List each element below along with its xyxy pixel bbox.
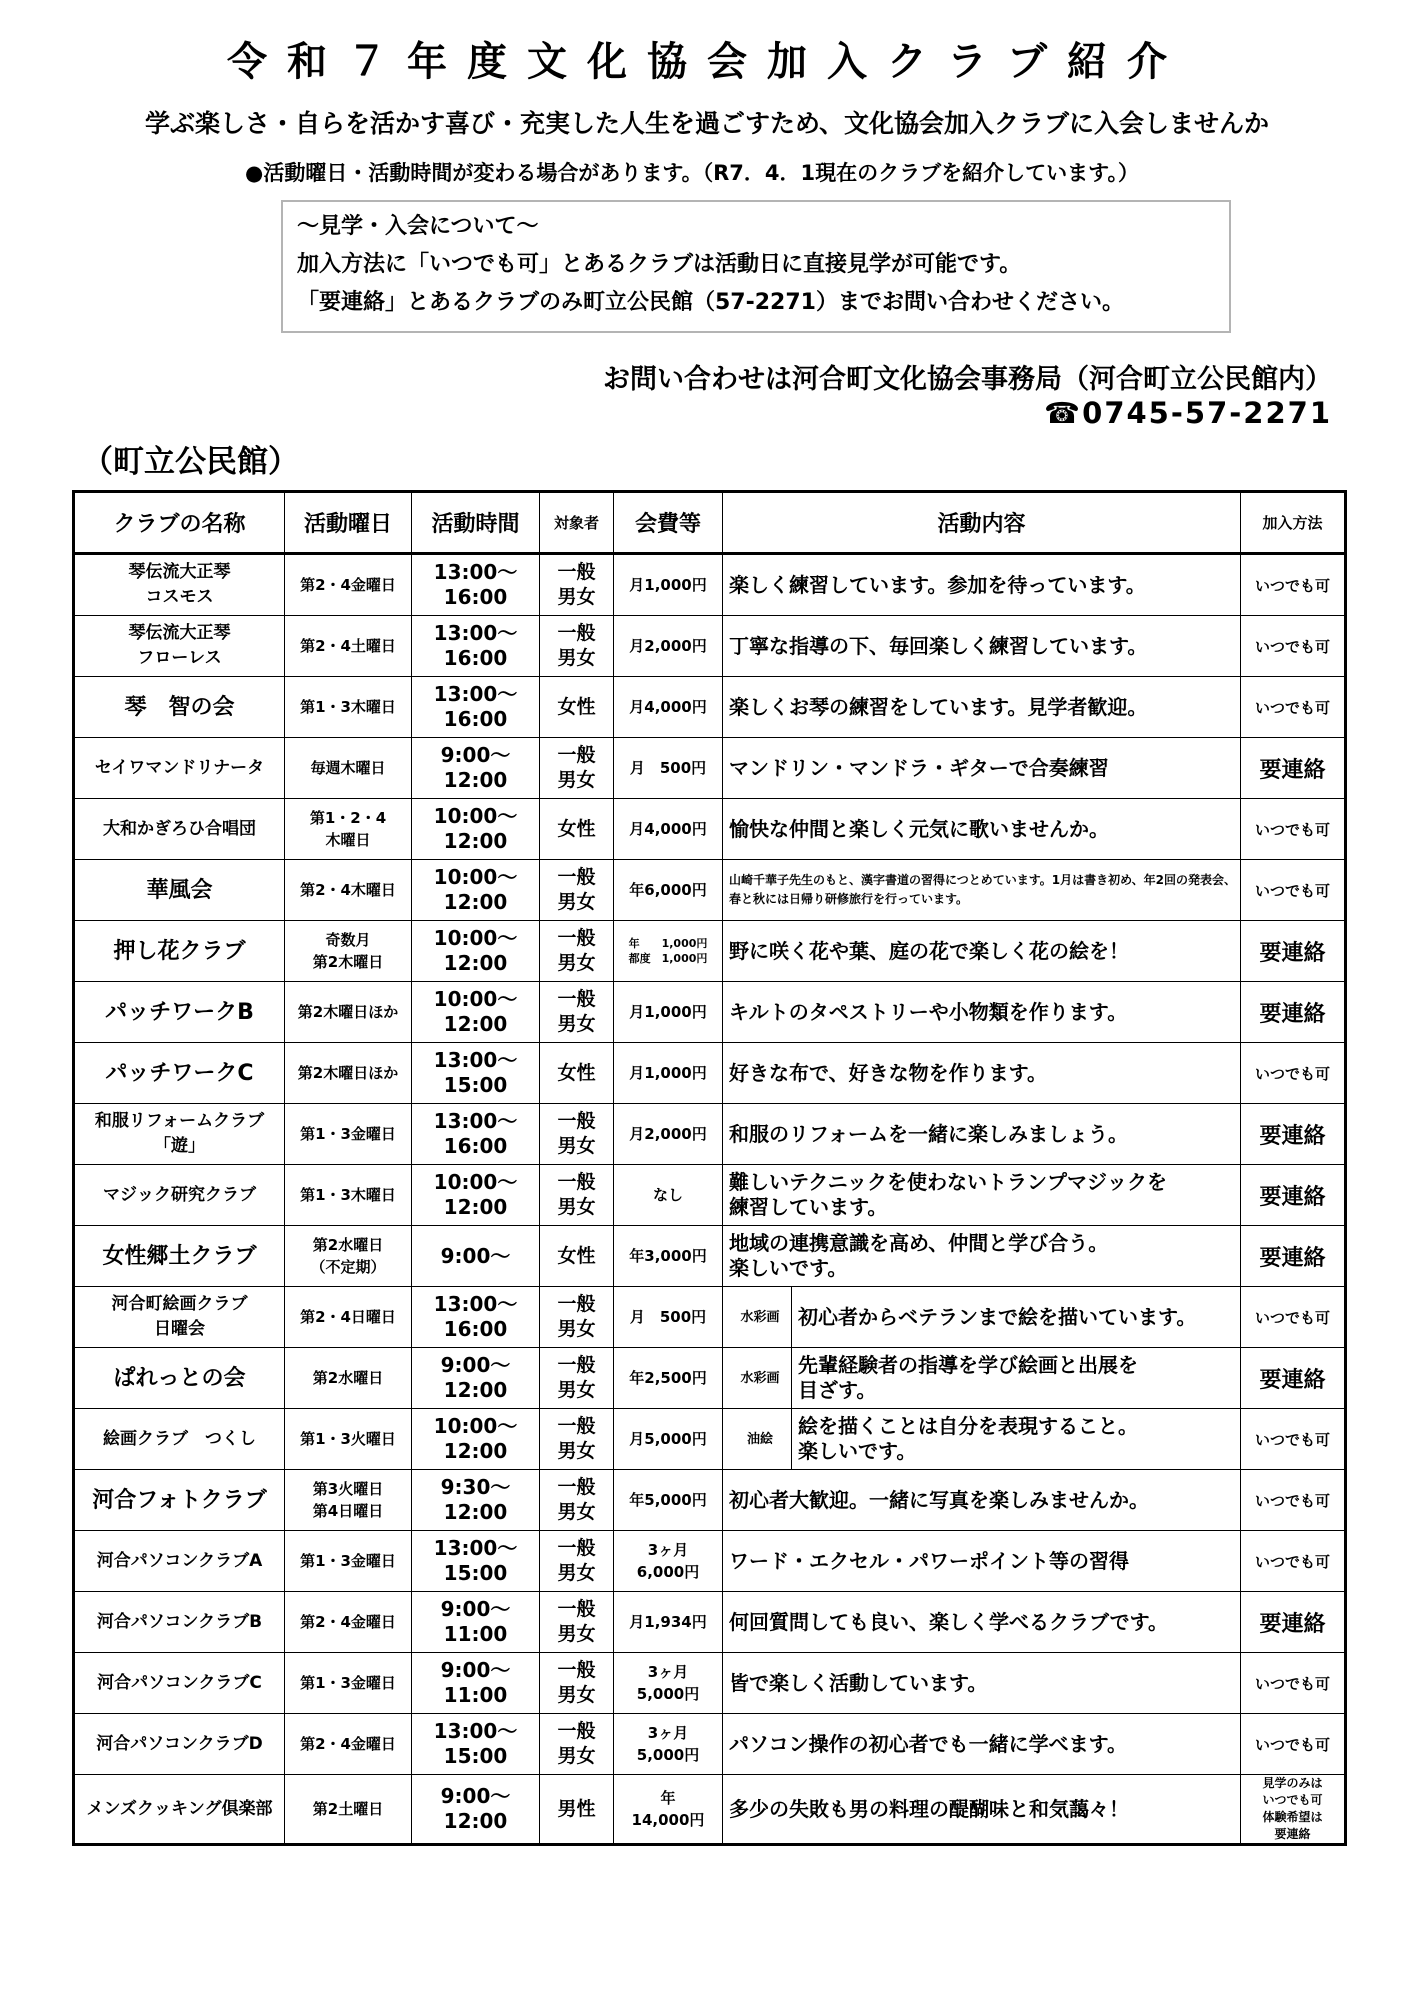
club-join-method: いつでも可 [1241,616,1346,677]
club-day: 第2木曜日ほか [285,1043,412,1104]
contact-office: お問い合わせは河合町文化協会事務局（河合町立公民館内） [603,364,1332,395]
club-join-method: いつでも可 [1241,860,1346,921]
club-fee: 月4,000円 [614,677,723,738]
club-target: 一般 男女 [540,1714,614,1775]
club-time: 13:00～ 16:00 [412,554,540,616]
club-time: 9:00～ 11:00 [412,1592,540,1653]
table-row [74,982,1346,1043]
club-time: 10:00～ 12:00 [412,921,540,982]
club-join-method: いつでも可 [1241,1287,1346,1348]
visit-info-box [281,200,1231,333]
club-desc: 丁寧な指導の下、毎回楽しく練習しています。 [723,616,1241,677]
club-name: 絵画クラブ つくし [74,1409,285,1470]
club-join-method: いつでも可 [1241,677,1346,738]
club-day: 第2・4金曜日 [285,1592,412,1653]
header-time: 活動時間 [412,492,540,554]
club-target: 一般 男女 [540,1470,614,1531]
club-fee: 月2,000円 [614,1104,723,1165]
club-join-method: いつでも可 [1241,1714,1346,1775]
club-join-method: 見学のみは いつでも可 体験希望は 要連絡 [1241,1775,1346,1845]
club-fee: 年5,000円 [614,1470,723,1531]
club-time: 10:00～ 12:00 [412,982,540,1043]
contact-phone: ☎0745-57-2271 [1044,396,1332,430]
table-header-row [74,492,1346,554]
header-fee: 会費等 [614,492,723,554]
table-row [74,1775,1346,1845]
club-time: 9:00～ 11:00 [412,1653,540,1714]
club-fee: なし [614,1165,723,1226]
club-target: 女性 [540,677,614,738]
club-target: 一般 男女 [540,1653,614,1714]
club-join-method: いつでも可 [1241,1470,1346,1531]
club-target: 女性 [540,1226,614,1287]
club-desc-cell [723,1287,1241,1348]
club-day: 奇数月 第2木曜日 [285,921,412,982]
club-desc: ワード・エクセル・パワーポイント等の習得 [723,1531,1241,1592]
club-desc: 先輩経験者の指導を学び絵画と出展を 目ざす。 [798,1353,1138,1402]
club-desc: 楽しく練習しています。参加を待っています。 [723,554,1241,616]
club-target: 男性 [540,1775,614,1845]
schedule-notice: ●活動曜日・活動時間が変わる場合があります。（R7．4．1現在のクラブを紹介しています。） [245,161,1139,185]
club-day: 第1・3木曜日 [285,1165,412,1226]
club-target: 一般 男女 [540,1531,614,1592]
club-join-method: いつでも可 [1241,1653,1346,1714]
club-day: 第2・4日曜日 [285,1287,412,1348]
club-join-method: いつでも可 [1241,1409,1346,1470]
club-time: 13:00～ 16:00 [412,616,540,677]
club-time: 13:00～ 16:00 [412,1104,540,1165]
club-fee: 月 500円 [614,1287,723,1348]
club-day: 第2・4金曜日 [285,1714,412,1775]
club-day: 第2水曜日 （不定期） [285,1226,412,1287]
club-desc: 和服のリフォームを一緒に楽しみましょう。 [723,1104,1241,1165]
page-subtitle: 学ぶ楽しさ・自らを活かす喜び・充実した人生を過ごすため、文化協会加入クラブに入会しませんか [144,109,1269,138]
club-fee: 月4,000円 [614,799,723,860]
section-title: （町立公民館） [82,444,299,480]
club-time: 13:00～ 16:00 [412,677,540,738]
visit-line-1: 加入方法に「いつでも可」とあるクラブは活動日に直接見学が可能です。 [297,252,1022,277]
club-fee: 年6,000円 [614,860,723,921]
page-title: 令和７年度文化協会加入クラブ紹介 [227,39,1187,85]
club-desc: 多少の失敗も男の料理の醍醐味と和気藹々！ [723,1775,1241,1845]
club-desc: 愉快な仲間と楽しく元気に歌いませんか。 [723,799,1241,860]
club-target: 女性 [540,799,614,860]
club-join-method: 要連絡 [1241,1165,1346,1226]
club-name: 大和かぎろひ合唱団 [74,799,285,860]
club-desc: マンドリン・マンドラ・ギターで合奏練習 [723,738,1241,799]
club-desc: 山崎千華子先生のもと、漢字書道の習得につとめています。1月は書き初め、年2回の発表会、春と秋には日帰り研修旅行を行っています。 [723,860,1241,921]
club-target: 一般 男女 [540,1348,614,1409]
club-time: 9:00～ 12:00 [412,1775,540,1845]
club-target: 一般 男女 [540,1287,614,1348]
club-fee: 3ヶ月 6,000円 [614,1531,723,1592]
club-time: 9:30～ 12:00 [412,1470,540,1531]
club-join-method: 要連絡 [1241,1226,1346,1287]
club-time: 10:00～ 12:00 [412,799,540,860]
club-time: 13:00～ 15:00 [412,1531,540,1592]
club-name: 河合パソコンクラブB [74,1592,285,1653]
club-time: 13:00～ 15:00 [412,1714,540,1775]
club-medium: 水彩画 [729,1287,792,1347]
club-time: 10:00～ 12:00 [412,1409,540,1470]
club-name: 河合パソコンクラブA [74,1531,285,1592]
table-row [74,1531,1346,1592]
club-join-method: 要連絡 [1241,1348,1346,1409]
club-fee: 月 500円 [614,738,723,799]
club-fee: 月1,000円 [614,1043,723,1104]
club-day: 第2木曜日ほか [285,982,412,1043]
table-row [74,1226,1346,1287]
club-name: 河合パソコンクラブC [74,1653,285,1714]
club-join-method: 要連絡 [1241,1592,1346,1653]
club-name: 押し花クラブ [74,921,285,982]
club-name: 華風会 [74,860,285,921]
table-row [74,677,1346,738]
club-name: 琴伝流大正琴 フローレス [74,616,285,677]
club-time: 13:00～ 15:00 [412,1043,540,1104]
club-desc: パソコン操作の初心者でも一緒に学べます。 [723,1714,1241,1775]
header-target: 対象者 [540,492,614,554]
visit-heading: ～見学・入会について～ [297,214,539,239]
club-name: パッチワークB [74,982,285,1043]
club-desc: 初心者大歓迎。一緒に写真を楽しみませんか。 [723,1470,1241,1531]
club-fee: 月1,000円 [614,982,723,1043]
club-desc: 地域の連携意識を高め、仲間と学び合う。 楽しいです。 [723,1226,1241,1287]
club-medium: 水彩画 [729,1348,792,1408]
club-fee: 月5,000円 [614,1409,723,1470]
club-time: 10:00～ 12:00 [412,860,540,921]
club-day: 毎週木曜日 [285,738,412,799]
club-name: 琴 智の会 [74,677,285,738]
club-name: 和服リフォームクラブ 「遊」 [74,1104,285,1165]
club-target: 一般 男女 [540,554,614,616]
club-fee: 年 1,000円 都度 1,000円 [614,921,723,982]
table-row [74,921,1346,982]
table-row [74,1409,1346,1470]
club-time: 9:00～ 12:00 [412,738,540,799]
header-method: 加入方法 [1241,492,1346,554]
table-row [74,1043,1346,1104]
table-row [74,1470,1346,1531]
club-desc: キルトのタペストリーや小物類を作ります。 [723,982,1241,1043]
club-fee: 年3,000円 [614,1226,723,1287]
club-name: 女性郷土クラブ [74,1226,285,1287]
clubs-table [72,490,1347,1846]
club-time: 9:00～ [412,1226,540,1287]
club-target: 女性 [540,1043,614,1104]
club-join-method: いつでも可 [1241,799,1346,860]
club-join-method: 要連絡 [1241,921,1346,982]
club-join-method: 要連絡 [1241,1104,1346,1165]
header-name: クラブの名称 [74,492,285,554]
club-desc: 難しいテクニックを使わないトランプマジックを 練習しています。 [723,1165,1241,1226]
club-name: マジック研究クラブ [74,1165,285,1226]
club-day: 第1・3木曜日 [285,677,412,738]
club-desc: 楽しくお琴の練習をしています。見学者歓迎。 [723,677,1241,738]
club-desc: 初心者からベテランまで絵を描いています。 [798,1304,1197,1329]
club-name: 琴伝流大正琴 コスモス [74,554,285,616]
table-row [74,799,1346,860]
club-name: ぱれっとの会 [74,1348,285,1409]
club-target: 一般 男女 [540,738,614,799]
club-target: 一般 男女 [540,1104,614,1165]
club-name: メンズクッキング倶楽部 [74,1775,285,1845]
table-row [74,1714,1346,1775]
club-target: 一般 男女 [540,1165,614,1226]
club-target: 一般 男女 [540,982,614,1043]
club-day: 第1・3金曜日 [285,1531,412,1592]
header-day: 活動曜日 [285,492,412,554]
club-target: 一般 男女 [540,921,614,982]
club-desc: 野に咲く花や葉、庭の花で楽しく花の絵を！ [723,921,1241,982]
club-time: 10:00～ 12:00 [412,1165,540,1226]
club-fee: 年 14,000円 [614,1775,723,1845]
club-name: 河合パソコンクラブD [74,1714,285,1775]
club-day: 第2土曜日 [285,1775,412,1845]
table-row [74,1165,1346,1226]
club-day: 第2・4金曜日 [285,554,412,616]
club-join-method: 要連絡 [1241,738,1346,799]
club-join-method: 要連絡 [1241,982,1346,1043]
club-day: 第2・4土曜日 [285,616,412,677]
club-day: 第1・2・4 木曜日 [285,799,412,860]
table-row [74,616,1346,677]
club-day: 第1・3金曜日 [285,1653,412,1714]
club-fee: 月1,000円 [614,554,723,616]
table-row [74,1287,1346,1348]
club-desc: 何回質問しても良い、楽しく学べるクラブです。 [723,1592,1241,1653]
club-name: 河合フォトクラブ [74,1470,285,1531]
club-medium: 油絵 [729,1409,792,1469]
club-target: 一般 男女 [540,1409,614,1470]
club-desc-cell [723,1348,1241,1409]
club-day: 第1・3金曜日 [285,1104,412,1165]
club-name: パッチワークC [74,1043,285,1104]
club-day: 第2・4木曜日 [285,860,412,921]
club-desc: 絵を描くことは自分を表現すること。 楽しいです。 [798,1414,1138,1463]
table-row [74,1653,1346,1714]
club-fee: 年2,500円 [614,1348,723,1409]
club-desc-cell [723,1409,1241,1470]
club-target: 一般 男女 [540,1592,614,1653]
club-fee: 3ヶ月 5,000円 [614,1653,723,1714]
club-join-method: いつでも可 [1241,1531,1346,1592]
table-row [74,1592,1346,1653]
table-row [74,1348,1346,1409]
club-day: 第1・3火曜日 [285,1409,412,1470]
club-join-method: いつでも可 [1241,1043,1346,1104]
table-row [74,738,1346,799]
club-fee: 3ヶ月 5,000円 [614,1714,723,1775]
visit-line-2: 「要連絡」とあるクラブのみ町立公民館（57-2271）までお問い合わせください。 [297,290,1124,315]
club-time: 9:00～ 12:00 [412,1348,540,1409]
club-name: 河合町絵画クラブ 日曜会 [74,1287,285,1348]
club-day: 第2水曜日 [285,1348,412,1409]
club-fee: 月2,000円 [614,616,723,677]
club-desc: 好きな布で、好きな物を作ります。 [723,1043,1241,1104]
club-target: 一般 男女 [540,616,614,677]
club-name: セイワマンドリナータ [74,738,285,799]
table-row [74,554,1346,616]
club-fee: 月1,934円 [614,1592,723,1653]
club-day: 第3火曜日 第4日曜日 [285,1470,412,1531]
table-row [74,860,1346,921]
table-row [74,1104,1346,1165]
club-join-method: いつでも可 [1241,554,1346,616]
club-time: 13:00～ 16:00 [412,1287,540,1348]
club-desc: 皆で楽しく活動しています。 [723,1653,1241,1714]
club-target: 一般 男女 [540,860,614,921]
header-desc: 活動内容 [723,492,1241,554]
